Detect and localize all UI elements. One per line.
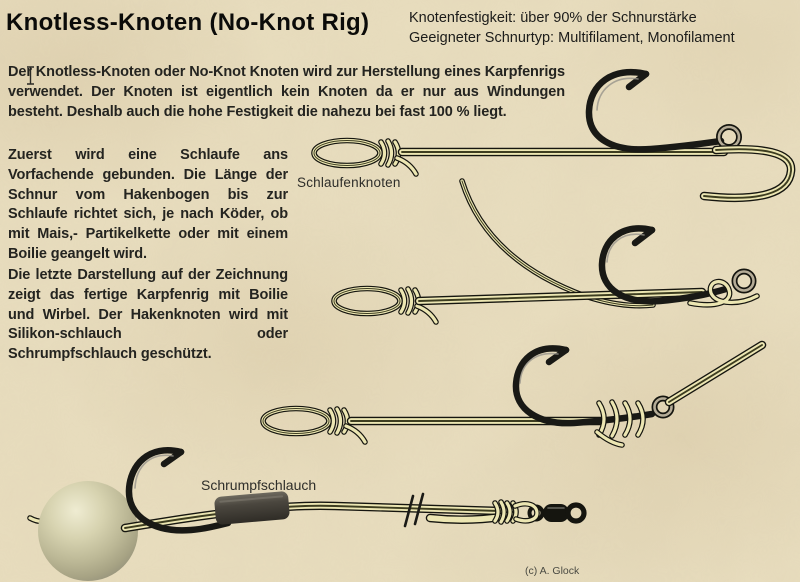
illustration-step4: [30, 450, 584, 581]
shrink-tube: [214, 491, 290, 525]
line-tag-end: [704, 149, 791, 198]
line-tag-end: [669, 345, 762, 402]
illustration-step2: [334, 181, 757, 322]
paragraph-final-rig: Die letzte Darstellung auf der Zeichnung zeigt das fertige Karpfenrig mit Boilie und Wirbel. Der Hakenknoten wird mit Silikon-schlauch oder Schrumpfschlauch geschützt.: [8, 267, 288, 363]
paragraph-loop: Zuerst wird eine Schlaufe ans Vorfachende gebunden. Die Länge der Schnur vom Hakenbogen bis zur Schlaufe richtet sich, je nach Köder, ob mit Mais,- Partikelkette oder mit einem Boilie geangelt wird.: [8, 147, 288, 262]
paragraph-intro: Der Knotless-Knoten oder No-Knot Knoten wird zur Herstellung eines Karpfenrigs verwendet. Der Knoten ist eigentlich kein Knoten da er nur aus Windungen besteht. Deshalb auch die hohe Festigkeit die nahezu bei fast 100 % liegt.: [8, 64, 565, 120]
label-loop-knot: Schlaufenknoten: [297, 175, 401, 190]
hook-eye-ring: [735, 272, 754, 291]
page-title: Knotless-Knoten (No-Knot Rig): [6, 9, 370, 36]
label-shrink-tube: Schrumpfschlauch: [201, 477, 317, 493]
loop-knot-icon: [314, 141, 416, 175]
copyright-note: (c) A. Glock: [525, 565, 580, 577]
line-windings: [597, 402, 643, 445]
hook-icon: [589, 72, 721, 149]
knot-info: [409, 9, 789, 48]
hook-eye-ring: [719, 127, 739, 147]
info-line-strength: Knotenfestigkeit: über 90% der Schnurstärke: [409, 10, 697, 26]
swivel-icon: [515, 504, 584, 522]
illustration-step3: [263, 345, 762, 445]
loop-knot-icon: [263, 409, 365, 443]
loop-knot-icon: [334, 289, 436, 323]
info-line-linetype: Geeigneter Schnurtyp: Multifilament, Monofilament: [409, 29, 735, 46]
leader-line: [125, 506, 511, 528]
line-tag-end: [462, 181, 653, 306]
